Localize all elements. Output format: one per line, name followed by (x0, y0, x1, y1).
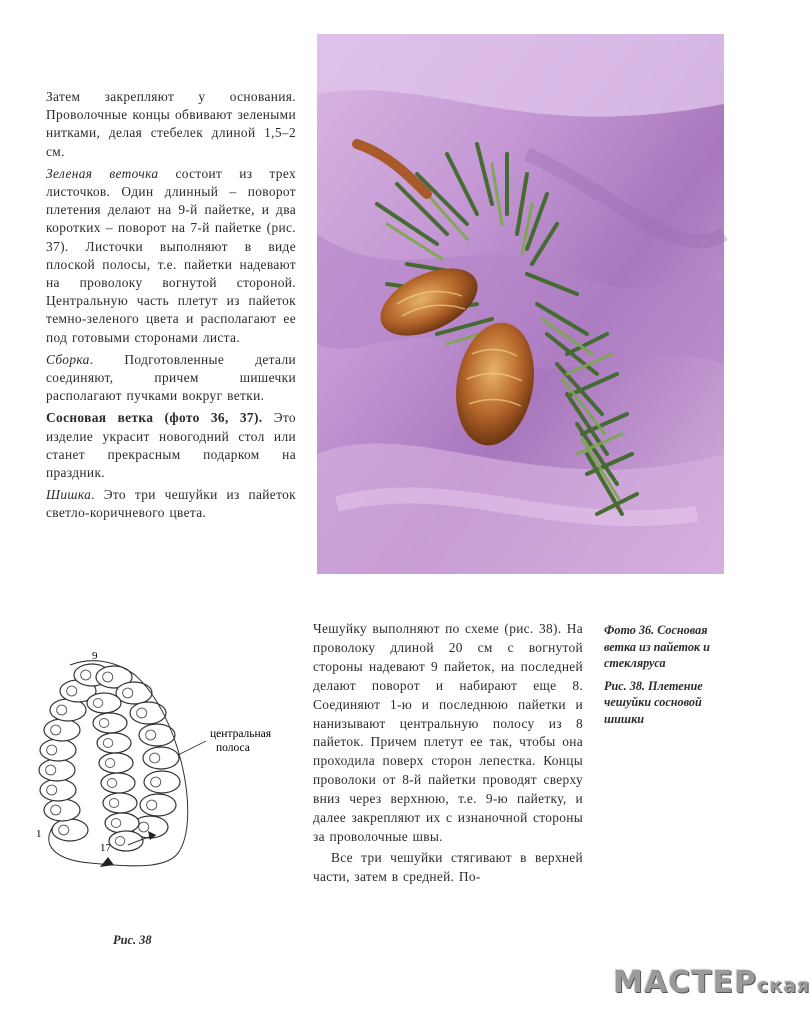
sequin-right-3 (130, 702, 166, 724)
sequin-right-6 (144, 771, 180, 793)
sequin-right-5 (143, 747, 179, 769)
sequin-center-1 (87, 693, 121, 713)
leader-line (178, 741, 206, 755)
middle-text-column (313, 620, 583, 889)
sequin-left-2 (44, 799, 80, 821)
sequin-scheme-diagram (30, 645, 310, 905)
paragraph-cone (46, 486, 296, 522)
sequin-left-4 (39, 759, 75, 781)
photo-illustration (317, 34, 724, 574)
watermark-part-1: МАСТЕР (613, 965, 758, 1000)
photo-pine-branch (317, 34, 724, 574)
sequin-right-7 (140, 794, 176, 816)
sequin-scheme-svg (30, 645, 310, 905)
paragraph-1: Затем закрепляют у основания. Проволочные концы обвивают зелеными нитками, делая стебелек длиной 1,5–2 см. (46, 89, 296, 159)
figure-label: Рис. 38 (113, 933, 152, 947)
term-assembly: Сборка (46, 351, 90, 367)
label-1: 1 (36, 828, 42, 840)
sequin-left-6 (44, 719, 80, 741)
paragraph-cone-text: . Это три чешуйки из пайеток светло-коричневого цвета. (46, 487, 296, 521)
arrow-head-left (100, 857, 114, 867)
paragraph-green-twig-text: состоит из трех листочков. Один длинный – поворот плетения делают на 9-й пайетке, и два коротких – поворот на 7-й пайетке (рис. 37). Листочки выполняют в виде плоской полосы, т.е. пайетки надевают на проволоку вогнутой стороной. Центральную часть плетут из пайеток темно-зеленого цвета и располагают ее под готовыми сторонами листа. (46, 165, 296, 345)
sequin-left-3 (40, 779, 76, 801)
paragraph-green-twig (46, 165, 296, 347)
sequin-left-1 (52, 819, 88, 841)
paragraph-scale-steps: Чешуйку выполняют по схеме (рис. 38). На проволоку длиной 20 см с вогнутой стороны надевают 9 пайеток, на последней делают поворот и набирают еще 8. Соединяют 1-ю и последнюю пайетки и нанизывают центральную полосу из 8 пайеток. Причем плетут ее так, чтобы она проходила поверх сторон лепестка. Концы проволоки от 8-й пайетки проводят сверху вниз через верхнюю, т.е. 9-ю пайетку, и далее закрепляют их с изнаночной стороны за проволочные швы. (313, 621, 583, 844)
label-central-strip-2: полоса (216, 742, 250, 754)
label-17: 17 (100, 842, 111, 854)
paragraph-assembly-text: . Подготовленные детали соединяют, причем шишечки располагают пучками вокруг ветки. (46, 351, 296, 404)
figure-caption: Рис. 38. Плетение чешуйки сосновой шишки (604, 678, 703, 726)
captions-column (604, 622, 724, 733)
paragraph-pine-branch-text: Это изделие украсит новогодний стол или станет прекрасным подарком на праздник. (46, 410, 296, 481)
paragraph-assembly (46, 351, 296, 406)
sequin-center-5 (101, 773, 135, 793)
sequin-center-7 (105, 813, 139, 833)
sequin-center-3 (97, 733, 131, 753)
term-green-twig: Зеленая веточка (46, 165, 159, 181)
left-text-column (46, 88, 296, 527)
term-cone: Шишка (46, 487, 92, 503)
heading-pine-branch: Сосновая ветка (фото 36, 37). (46, 410, 263, 426)
label-9: 9 (92, 650, 98, 662)
label-central-strip-1: центральная (210, 728, 272, 740)
photo-caption: Фото 36. Сосновая ветка из пайеток и стекляруса (604, 623, 710, 670)
watermark-part-2: ская (757, 975, 810, 997)
sequin-center-6 (103, 793, 137, 813)
sequin-left-5 (40, 739, 76, 761)
paragraph-assembly-steps: Все три чешуйки стягивают в верхней части, затем в средней. По- (313, 849, 583, 884)
sequin-right-2 (116, 682, 152, 704)
paragraph-pine-branch (46, 409, 296, 482)
sequin-center-4 (99, 753, 133, 773)
watermark-logo (613, 960, 810, 1006)
sequin-center-2 (93, 713, 127, 733)
